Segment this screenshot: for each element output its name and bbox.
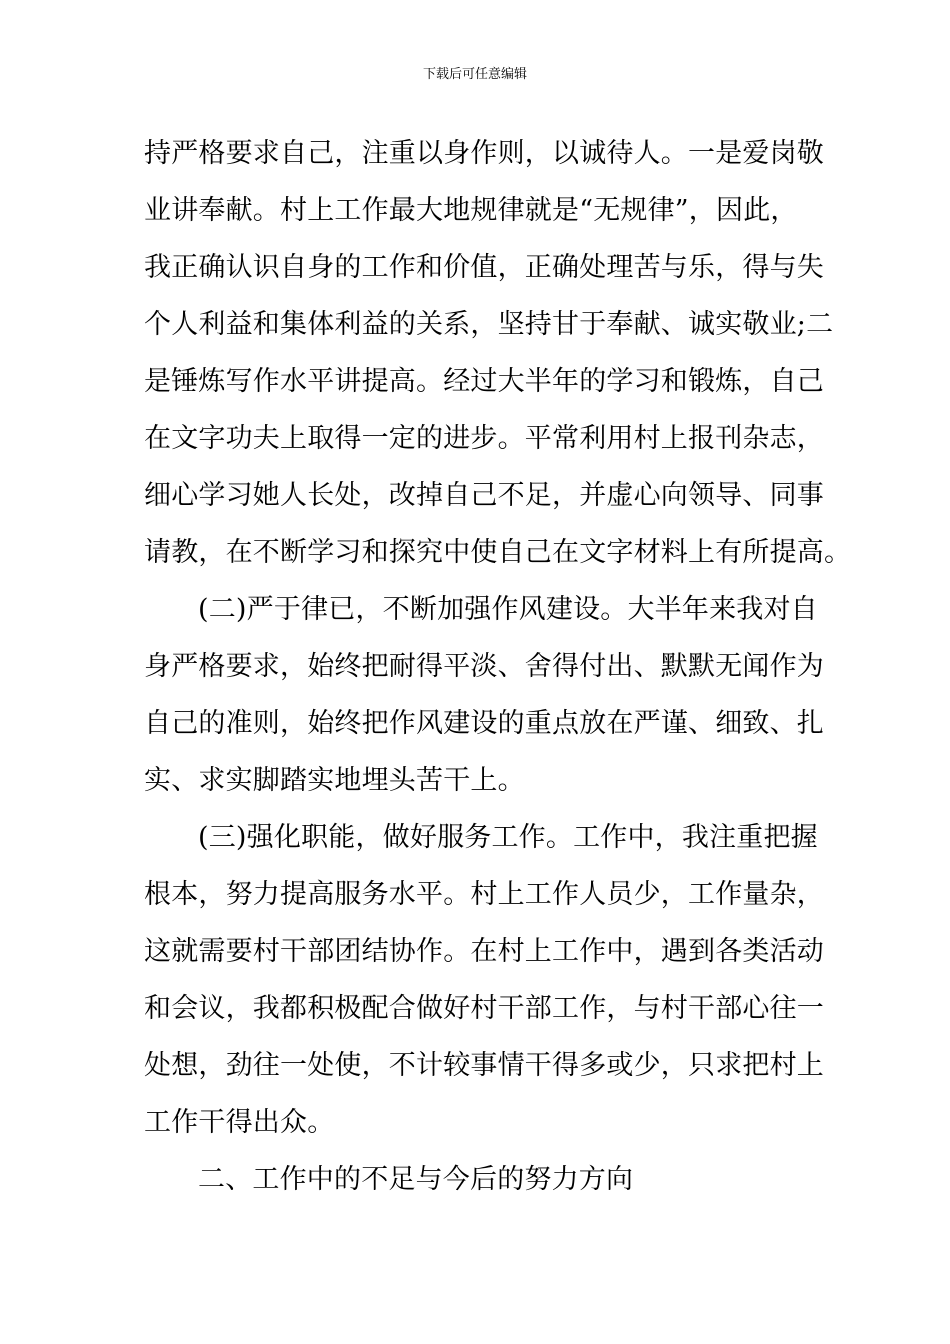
paragraph-line: 我正确认识自身的工作和价值，正确处理苦与乐，得与失 <box>144 252 824 283</box>
paragraph-line: 和会议，我都积极配合做好村干部工作，与村干部心往一 <box>144 993 824 1024</box>
paragraph-line: 个人利益和集体利益的关系，坚持甘于奉献、诚实敬业;二 <box>144 309 834 340</box>
paragraph-line: 细心学习她人长处，改掉自己不足，并虚心向领导、同事 <box>144 480 824 511</box>
paragraph-line: 这就需要村干部团结协作。在村上工作中，遇到各类活动 <box>144 936 824 967</box>
paragraph-line: 是锤炼写作水平讲提高。经过大半年的学习和锻炼，自己 <box>144 366 824 397</box>
paragraph-line: 请教，在不断学习和探究中使自己在文字材料上有所提高。 <box>144 537 852 568</box>
document-body <box>144 125 852 1208</box>
paragraph-line: 工作干得出众。 <box>144 1107 335 1138</box>
section-3-heading-line: (三)强化职能，做好服务工作。工作中，我注重把握 <box>198 822 818 853</box>
paragraph-line: 持严格要求自己，注重以身作则，以诚待人。一是爱岗敬 <box>144 138 824 169</box>
paragraph-line: 实、求实脚踏实地埋头苦干上。 <box>144 765 525 796</box>
paragraph-line: 处想，劲往一处使，不计较事情干得多或少，只求把村上 <box>144 1050 824 1081</box>
paragraph-line: 业讲奉献。村上工作最大地规律就是“无规律”，因此， <box>144 195 798 226</box>
section-2-heading-line: (二)严于律已，不断加强作风建设。大半年来我对自 <box>198 594 818 625</box>
paragraph-line: 身严格要求，始终把耐得平淡、舍得付出、默默无闻作为 <box>144 651 824 682</box>
paragraph-line: 在文字功夫上取得一定的进步。平常利用村上报刊杂志， <box>144 423 824 454</box>
paragraph-line: 自己的准则，始终把作风建设的重点放在严谨、细致、扎 <box>144 708 824 739</box>
section-heading-shortcomings: 二、工作中的不足与今后的努力方向 <box>198 1164 634 1195</box>
page-header: 下载后可任意编辑 <box>422 67 527 82</box>
paragraph-line: 根本，努力提高服务水平。村上工作人员少，工作量杂， <box>144 879 824 910</box>
